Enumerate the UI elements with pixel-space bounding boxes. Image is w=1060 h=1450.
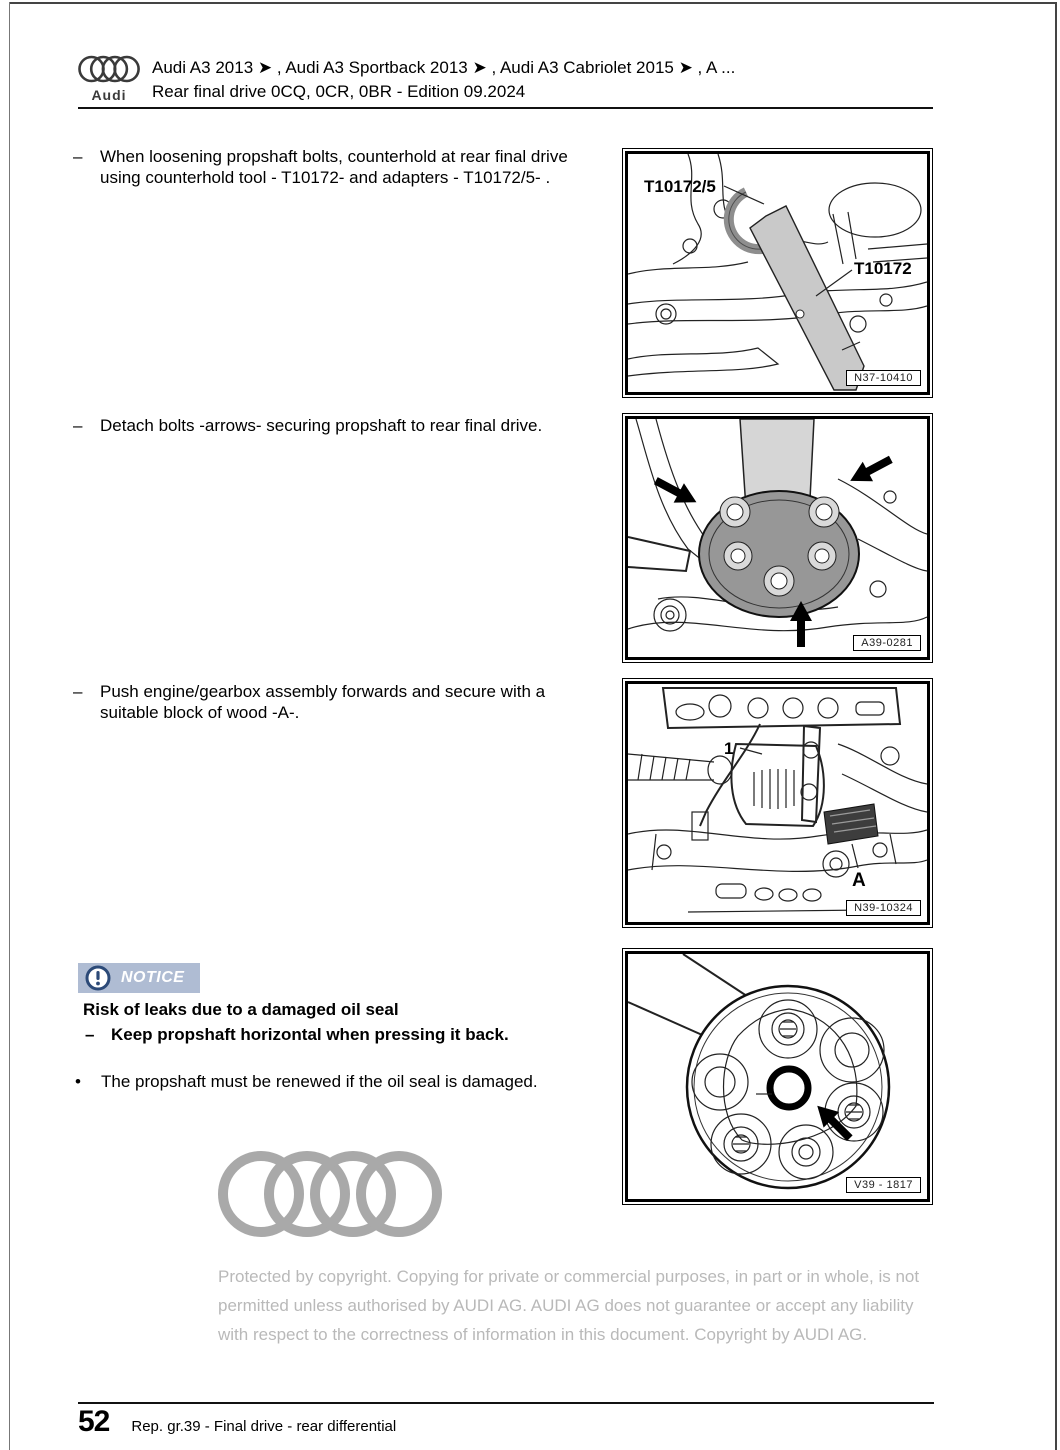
figure-propshaft-bolts	[622, 413, 933, 663]
copyright-line-1: Protected by copyright. Copying for private or commercial purposes, in part or in whole, is not	[218, 1267, 920, 1286]
flange-seal-drawing	[628, 954, 927, 1199]
notice-exclamation-icon	[85, 965, 111, 991]
figure-3-ref: N39-10324	[846, 900, 921, 916]
step-2-dash: –	[73, 416, 83, 435]
note-bullet	[75, 1072, 538, 1092]
audi-logo	[78, 54, 140, 104]
footer-rule	[78, 1402, 934, 1404]
step-2-text: Detach bolts -arrows- securing propshaft to rear final drive.	[100, 416, 543, 435]
page-border-left	[9, 2, 10, 1450]
copyright-line-3: with respect to the correctness of information in this document. Copyright by AUDI AG.	[218, 1325, 868, 1344]
arrow-right-icon	[845, 450, 896, 491]
header-rule	[78, 107, 933, 109]
note-bullet-text: The propshaft must be renewed if the oil seal is damaged.	[101, 1072, 538, 1091]
figure-1-label-tool: T10172	[854, 259, 912, 278]
step-3	[73, 681, 588, 723]
figure-3-label-1: 1	[724, 739, 734, 758]
engine-support-drawing	[628, 684, 927, 922]
audi-watermark-icon	[217, 1147, 443, 1246]
figure-block-of-wood	[622, 678, 933, 928]
copyright-line-2: permitted unless authorised by AUDI AG. AUDI AG does not guarantee or accept any liability	[218, 1296, 914, 1315]
notice-title: Risk of leaks due to a damaged oil seal	[83, 1000, 399, 1019]
page-number: 52	[78, 1405, 110, 1438]
header	[78, 54, 735, 104]
page-border-top	[9, 2, 1057, 4]
document-title	[152, 54, 735, 104]
notice-banner	[78, 963, 200, 993]
title-line-2: Rear final drive 0CQ, 0CR, 0BR - Edition 09.2024	[152, 82, 526, 101]
step-3-dash: –	[73, 682, 83, 701]
footer-text: Rep. gr.39 - Final drive - rear differential	[131, 1418, 397, 1435]
notice-instruction-text: Keep propshaft horizontal when pressing it back.	[111, 1025, 509, 1044]
figure-flange-oil-seal	[622, 948, 933, 1205]
step-3-text: Push engine/gearbox assembly forwards and secure with a suitable block of wood -A-.	[100, 682, 546, 722]
figure-1-label-adapter: T10172/5	[644, 177, 716, 196]
counterhold-tool-drawing	[628, 154, 927, 392]
copyright-notice	[218, 1262, 919, 1349]
figure-2-ref: A39-0281	[853, 635, 921, 651]
figure-3-label-a: A	[852, 870, 866, 891]
audi-rings-icon	[78, 54, 140, 84]
page-border-right	[1055, 2, 1057, 1450]
figure-4-ref: V39 - 1817	[846, 1177, 921, 1193]
figure-1-ref: N37-10410	[846, 370, 921, 386]
note-bullet-glyph: •	[75, 1072, 81, 1091]
notice-instruction-dash: –	[85, 1025, 95, 1044]
step-1-text: When loosening propshaft bolts, counterhold at rear final drive using counterhold tool - T10172- and adapters - T10172/5- .	[100, 147, 568, 187]
step-1-dash: –	[73, 147, 83, 166]
notice-banner-label: NOTICE	[121, 969, 185, 986]
propshaft-bolts-drawing	[628, 419, 927, 657]
step-2	[73, 415, 588, 436]
figure-counterhold-tool	[622, 148, 933, 398]
audi-wordmark: Audi	[91, 87, 127, 103]
title-line-1: Audi A3 2013 ➤ , Audi A3 Sportback 2013 ➤ , Audi A3 Cabriolet 2015 ➤ , A ...	[152, 58, 736, 77]
notice-instruction	[85, 1025, 509, 1045]
footer	[78, 1405, 396, 1439]
step-1	[73, 146, 588, 188]
